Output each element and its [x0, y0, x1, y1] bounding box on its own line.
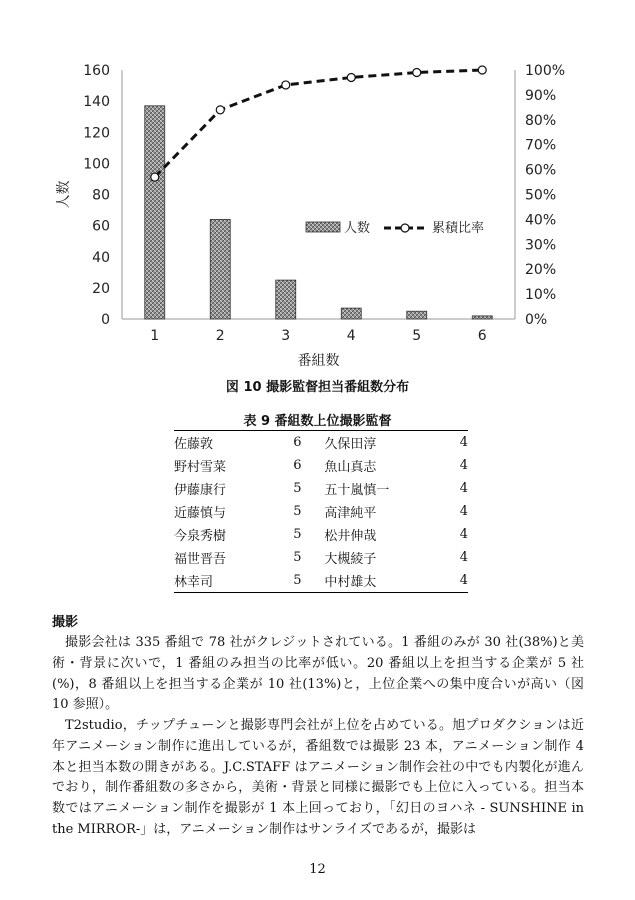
program-count: 4 [459, 435, 468, 450]
table-row [174, 500, 468, 523]
program-count: 5 [293, 481, 302, 496]
legend-swatch-bar [306, 222, 340, 232]
y-tick-label: 40 [92, 249, 110, 266]
legend-label-bar: 人数 [344, 221, 371, 236]
bar [472, 316, 492, 319]
table-row [174, 569, 468, 593]
y2-tick-label: 80% [525, 112, 557, 129]
program-count: 4 [459, 573, 468, 588]
y2-tick-label: 20% [525, 262, 557, 279]
bar [210, 219, 230, 319]
y-tick-label: 140 [83, 94, 110, 111]
cumulative-point [413, 68, 421, 76]
director-name: 近藤慎与 [174, 506, 227, 521]
y2-tick-label: 50% [525, 187, 557, 204]
cumulative-point [282, 81, 290, 89]
y-tick-label: 60 [92, 218, 110, 235]
x-tick-label: 4 [346, 328, 356, 344]
program-count: 6 [293, 435, 302, 450]
program-count: 4 [459, 504, 468, 519]
table-row [174, 477, 468, 500]
director-name: 久保田淳 [324, 437, 377, 452]
cumulative-point [151, 173, 159, 181]
paragraph-2: T2studio，チップチューンと撮影専門会社が上位を占めている。旭プロダクションは近年アニメーション制作に進出しているが，番組数では撮影 23 本，アニメーション制作 4 本と担当本数の開きがある。J.C.STAFF はアニメーション制作会社の中でも内製化が進んでおり，制作番組数の多さから，美術・背景と同様に撮影でも上位に入っている。担当本数ではアニメーション制作を撮影が 1 本上回っており，「幻日のヨハネ - SUNSHINE in the MIRROR-」は，アニメーション制作はサンライズであるが，撮影は [52, 718, 584, 837]
x-axis-title: 番組数 [297, 353, 340, 369]
y2-tick-label: 90% [525, 87, 557, 104]
director-name: 大槻綾子 [324, 552, 377, 567]
bar [407, 311, 427, 319]
director-name: 福世晋吾 [174, 552, 227, 567]
bar [341, 308, 361, 319]
program-count: 4 [459, 481, 468, 496]
director-name: 松井伸哉 [324, 529, 377, 544]
y2-tick-label: 40% [525, 212, 557, 229]
program-count: 5 [293, 550, 302, 565]
y-tick-label: 0 [101, 312, 110, 328]
bar [276, 280, 296, 319]
y-tick-label: 80 [92, 187, 110, 204]
cumulative-line [155, 70, 483, 177]
director-name: 中村雄太 [324, 575, 377, 590]
y-tick-label: 120 [83, 125, 110, 142]
program-count: 5 [293, 573, 302, 588]
cumulative-point [347, 73, 355, 81]
program-count: 4 [459, 550, 468, 565]
director-name: 伊藤康行 [174, 483, 227, 498]
y2-tick-label: 100% [525, 63, 566, 79]
program-count: 4 [459, 527, 468, 542]
y2-tick-label: 0% [525, 312, 548, 328]
table-row [174, 454, 468, 477]
legend-marker [401, 224, 409, 232]
legend-label-line: 累積比率 [432, 221, 485, 236]
director-name: 佐藤敦 [174, 437, 214, 452]
director-name: 五十嵐慎一 [324, 483, 390, 498]
x-tick-label: 3 [281, 328, 291, 344]
bar [145, 106, 165, 319]
y-tick-label: 100 [83, 156, 110, 173]
program-count: 4 [459, 458, 468, 473]
y-tick-label: 20 [92, 280, 110, 297]
director-name: 野村雪菜 [174, 460, 227, 475]
table-caption: 表 9 番組数上位撮影監督 [243, 414, 392, 429]
table-row [174, 523, 468, 546]
director-name: 魚山真志 [324, 460, 377, 475]
y2-tick-label: 60% [525, 162, 557, 179]
director-name: 高津純平 [324, 506, 377, 521]
x-tick-label: 6 [477, 328, 487, 344]
director-name: 林幸司 [174, 575, 214, 590]
table-row [174, 546, 468, 569]
program-count: 5 [293, 527, 302, 542]
pareto-chart [0, 40, 635, 370]
y2-tick-label: 70% [525, 137, 557, 154]
x-tick-label: 5 [412, 328, 422, 344]
director-name: 今泉秀樹 [174, 529, 227, 544]
paragraph-1: 撮影会社は 335 番組で 78 社がクレジットされている。1 番組のみが 30 社(38%)と美術・背景に次いで，1 番組のみ担当の比率が低い。20 番組以上を担当する企業が 5 社(%)，8 番組以上を担当する企業が 10 社(13%)と，上位企業への集中度合いが高い（図 10 参照）。 [52, 635, 584, 713]
y2-tick-label: 30% [525, 237, 557, 254]
program-count: 5 [293, 504, 302, 519]
section-heading: 撮影 [52, 615, 79, 630]
y2-tick-label: 10% [525, 287, 557, 304]
figure-caption: 図 10 撮影監督担当番組数分布 [225, 380, 410, 395]
x-tick-label: 1 [150, 328, 160, 344]
page-number: 12 [309, 862, 326, 877]
cumulative-point [478, 66, 486, 74]
top-directors-table [174, 430, 468, 593]
y-axis-title: 人数 [56, 180, 72, 209]
x-tick-label: 2 [215, 328, 225, 344]
figure-chart [0, 40, 635, 370]
cumulative-point [216, 106, 224, 114]
program-count: 6 [293, 458, 302, 473]
y-tick-label: 160 [83, 63, 110, 79]
table-row [174, 431, 468, 455]
